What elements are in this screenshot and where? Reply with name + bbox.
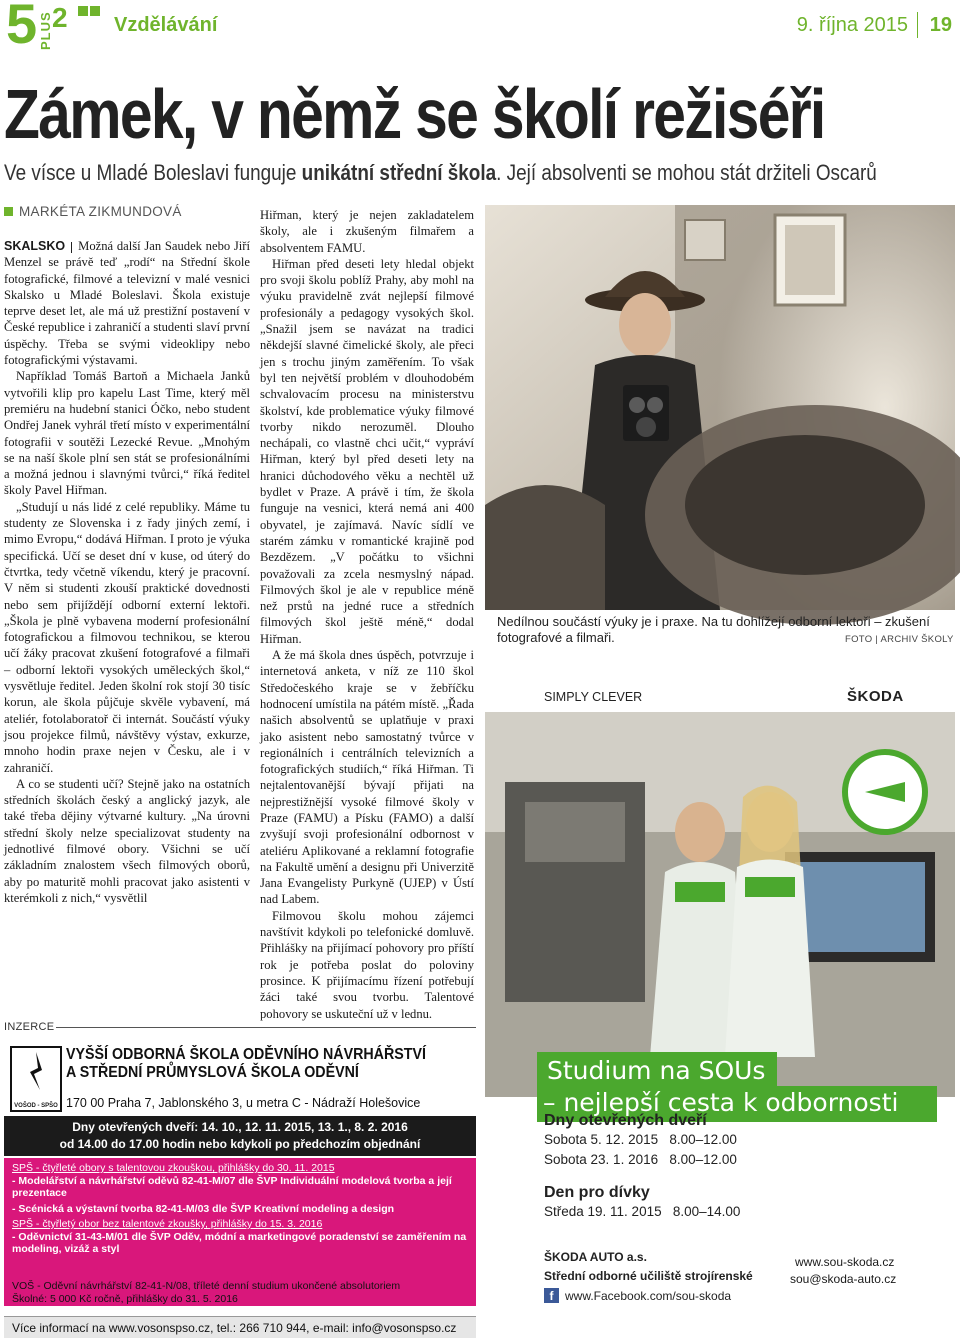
open-day-item: Sobota 23. 1. 2016 8.00–12.00 [544, 1152, 737, 1167]
page-header [0, 0, 960, 55]
skoda-advert [485, 672, 955, 1341]
advert-footer: Více informací na www.vosonspso.cz, tel.: 266 710 944, e-mail: info@vosonspso.cz [4, 1316, 476, 1338]
company-name: ŠKODA AUTO a.s. [544, 1250, 647, 1264]
article-paragraph: Hiřman, který je nejen zakladatelem školy, ale i zkušeným filmařem a absolventem FAMU. [260, 208, 474, 255]
logo-five: 5 [6, 0, 38, 55]
web-link[interactable]: www.sou-skoda.cz [795, 1255, 895, 1269]
program-item: - Oděvnictví 31-43-M/01 dle ŠVP Oděv, módní a marketingové poradenství se zaměřením na modeling, vizáž a styl [12, 1230, 467, 1255]
girls-day-date: Středa 19. 11. 2015 8.00–14.00 [544, 1204, 741, 1219]
skoda-logo: ŠKODA [847, 688, 904, 705]
section-title: Vzdělávání [114, 14, 218, 36]
skoda-slogan: SIMPLY CLEVER [544, 690, 643, 704]
email-link[interactable]: sou@skoda-auto.cz [790, 1272, 897, 1286]
skoda-photo-illustration [485, 712, 955, 1097]
photo-caption: Nedílnou součástí výuky je i praxe. Na tu dohlížejí odborní lektoři – zkušení fotografové a filmaři. [497, 614, 930, 645]
square-bullet-icon [4, 207, 13, 216]
skoda-photo [485, 712, 955, 1117]
girls-day-block [544, 1184, 944, 1222]
girls-day-title: Den pro dívky [544, 1184, 650, 1201]
page-number: 19 [929, 14, 952, 36]
divider [917, 12, 918, 38]
dateline: SKALSKO [4, 239, 66, 253]
issue-date: 9. října 2015 [796, 14, 908, 36]
open-days-band: Dny otevřených dveří: 14. 10., 12. 11. 2015, 13. 1., 8. 2. 2016 od 14.00 do 17.00 hodin nebo kdykoli po předchozím objednání [4, 1116, 476, 1156]
program-item: - Modelářství a návrhářství oděvů 82-41-M/07 dle ŠVP Individuální modelová tvorba a její prezentace [12, 1174, 452, 1199]
facebook-icon: f [544, 1288, 559, 1303]
school-logo-text: VOŠOD - SPŠO [14, 1103, 58, 1109]
logo-square-icon [90, 6, 100, 16]
open-day-item: Sobota 5. 12. 2015 8.00–12.00 [544, 1132, 737, 1147]
vos-info: VOŠ - Oděvní návrhářství 82-41-N/08, tříleté denní studium ukončené absolutoriem Školné: 5 000 Kč ročně, přihlášky do 31. 5. 2016 [12, 1280, 401, 1305]
open-days-title: Dny otevřených dveří [544, 1112, 707, 1129]
logo-plus: PLUS [38, 11, 53, 50]
logo-two: 2 [52, 2, 68, 33]
open-days-block [544, 1112, 944, 1170]
article-paragraph: „Studují u nás lidé z celé republiky. Máme tu studenty ze Slovenska i z řady jiných zemí, i mimo Evropu,“ dodává Hiřman. I proto je výuka specifická. Učí se deset dní v kuse, od úterý do čtvrtka, tedy včetně víkendu, který je pracovní. V něm si studenti zkouší praktické dovednosti nebo sem přijíždějí odborní externí lektoři. „Škola je plně vybavena moderní profesionální fotografickou a filmovou technikou, se kterou učí žáky pracovat zkušení fotografové a filmaři – odborní lektoři vysokých uměleckých škol,“ vysvětluje ředitel. Jeden školní rok stojí 30 tisíc korun, ale škola půjčuje skvěle vybavení, má ateliér, fotolaboratoř či internát. Součástí výuky jsou projekce filmů, návštěvy výstav, exkurze, mnoho hodin praxe nejen v Česku, ale i v zahraničí. [4, 499, 250, 775]
photo-credit: FOTO | ARCHIV ŠKOLY [845, 634, 954, 645]
vosonspso-advert [4, 1040, 476, 1340]
article-photo [485, 205, 955, 610]
article-paragraph: A že má škola dnes úspěch, potvrzuje i internetová anketa, v níž ze 110 škol Středočeského kraje se v žebříčku hodnocení umístila na pátém místě. „Řada našich absolventů se uplatňuje v praxi jako asistent nebo samostatný tvůrce v regionálních i centrálních televizních a fotografických studiích,“ říká Hiřman. Ti nejtalentovanější bývají přijati na nejprestižnější vysoké filmové školy v Praze (FAMU) a Písku (FAMO) a další zvyšují svoji profesionální odbornost v ateliéru Aplikované a reklamní fotografie na Fakultě umění a designu při Univerzitě Jana Evangelisty Purkyně (UJEP) v Ústí nad Labem. [260, 648, 474, 907]
program-item: SPŠ - čtyřletý obor bez talentové zkoušky, přihlášky do 15. 3. 2016 [12, 1218, 323, 1230]
article-column-2 [260, 207, 474, 1022]
program-item: SPŠ - čtyřleté obory s talentovou zkouškou, přihlášky do 30. 11. 2015 [12, 1162, 335, 1174]
byline: MARKÉTA ZIKMUNDOVÁ [4, 204, 182, 219]
article-paragraph: Například Tomáš Bartoň a Michaela Janků vytvořili klip pro kapelu Last Time, který měl premiéru na hudební stanici Óčko, nebo student Ondřej Janek vyhrál třetí místo v experimentální fotografii v soutěži Lezecké Revue. „Mnohým se na naší škole plní sen stát se profesionálními a možná jednou i slavnými tvůrci,“ říká ředitel školy Pavel Hiřman. [4, 369, 250, 498]
article-paragraph: Filmovou školu mohou zájemci navštívit kdykoli po telefonické domluvě. Přihlášky na přijímací pohovory pro příští rok je potřeba poslat do poloviny prosince. K přijímacímu řízení potřebují žáci také svou tvorbu. Talentové pohovory se uskuteční už v lednu. [260, 908, 474, 1021]
article-paragraph: SKALSKO Možná další Jan Saudek nebo Jiří Menzel se právě teď „rodí“ na Střední škole fotografické, filmové a televizní v malé vesnici Skalsko u Mladé Boleslavi. Škola existuje teprve deset let, ale má už prestižní postavení v České republice i zahraničí a studenti slaví první úspěchy. Třeba se svými videoklipy nebo fotografickými výstavami. [4, 239, 250, 368]
banner-line-2: – nejlepší cesta k odbornosti [543, 1088, 899, 1117]
school-address: 170 00 Praha 7, Jablonského 3, u metra C - Nádraží Holešovice [66, 1096, 421, 1110]
headline: Zámek, v němž se školí režiséři [4, 75, 825, 153]
article-paragraph: Hiřman před deseti lety hledal objekt pro svoji školu poblíž Prahy, aby mohl na výuku pravidelně zvát nejlepší filmové profesionály a pedagogy vysokých škol. „Snažil jsem se navázat na tradici někdejší slavné čimelické školy, ale přeci jen s trochu jiným zaměřením. To však byl ten největší problém v dlouhodobém schvalovacím procesu na ministerstvu školství, kde problematice výuky filmové tvorby nikdo nerozuměl. Dlouho nechápali, co vlastně chci učit,“ vypráví Hiřman, který byl před deseti lety na hranici důchodového věku a nechtěl už bydlet v Praze. A právě i tím, že škola funguje na vesnici, která nemá ani 400 obyvatel, je zajímavá. Navíc sídlí ve starém zámku v romantické krajině pod Bezdězem. „V počátku to všichni považovali za zcela nesmyslný nápad. Filmových škol je ale v republice méně než prstů na jedné ruce a středních filmových škol ještě méně,“ dodal Hiřman. [260, 256, 474, 646]
advert-label: INZERCE [4, 1021, 55, 1033]
facebook-link[interactable]: www.Facebook.com/sou-skoda [565, 1288, 732, 1303]
logo-square-icon [78, 6, 88, 16]
program-item: - Scénická a výstavní tvorba 82-41-M/03 dle ŠVP Kreativní modeling a design [12, 1202, 395, 1215]
school-title: VYŠŠÍ ODBORNÁ ŠKOLA ODĚVNÍHO NÁVRHÁŘSTVÍ A STŘEDNÍ PRŮMYSLOVÁ ŠKOLA ODĚVNÍ [66, 1046, 426, 1081]
school-logo [10, 1046, 62, 1112]
school-logo-mark-icon [12, 1048, 60, 1094]
photo-illustration [485, 205, 955, 610]
school-name: Střední odborné učiliště strojírenské [544, 1269, 753, 1283]
article-paragraph: A co se studenti učí? Stejně jako na ostatních středních školách český a anglický jazyk, ale také třeba dějiny výtvarné kultury. „Na úrovni střední školy nelze specializovat studenty na jednotlivé filmové obory. Všichni se učí základním znalostem všech filmových oborů, aby po maturitě mohli pracovat jako asistenti v kterémkoli z nich,“ vysvětlil [4, 776, 250, 905]
facebook-row [544, 1288, 731, 1303]
article-column-1 [4, 238, 250, 906]
banner-line-1: Studium na SOUs [547, 1056, 766, 1085]
subtitle: Ve vísce u Mladé Boleslavi funguje unikátní střední škola. Její absolventi se mohou stát držiteli Oscarů [4, 160, 877, 185]
divider [56, 1027, 476, 1028]
